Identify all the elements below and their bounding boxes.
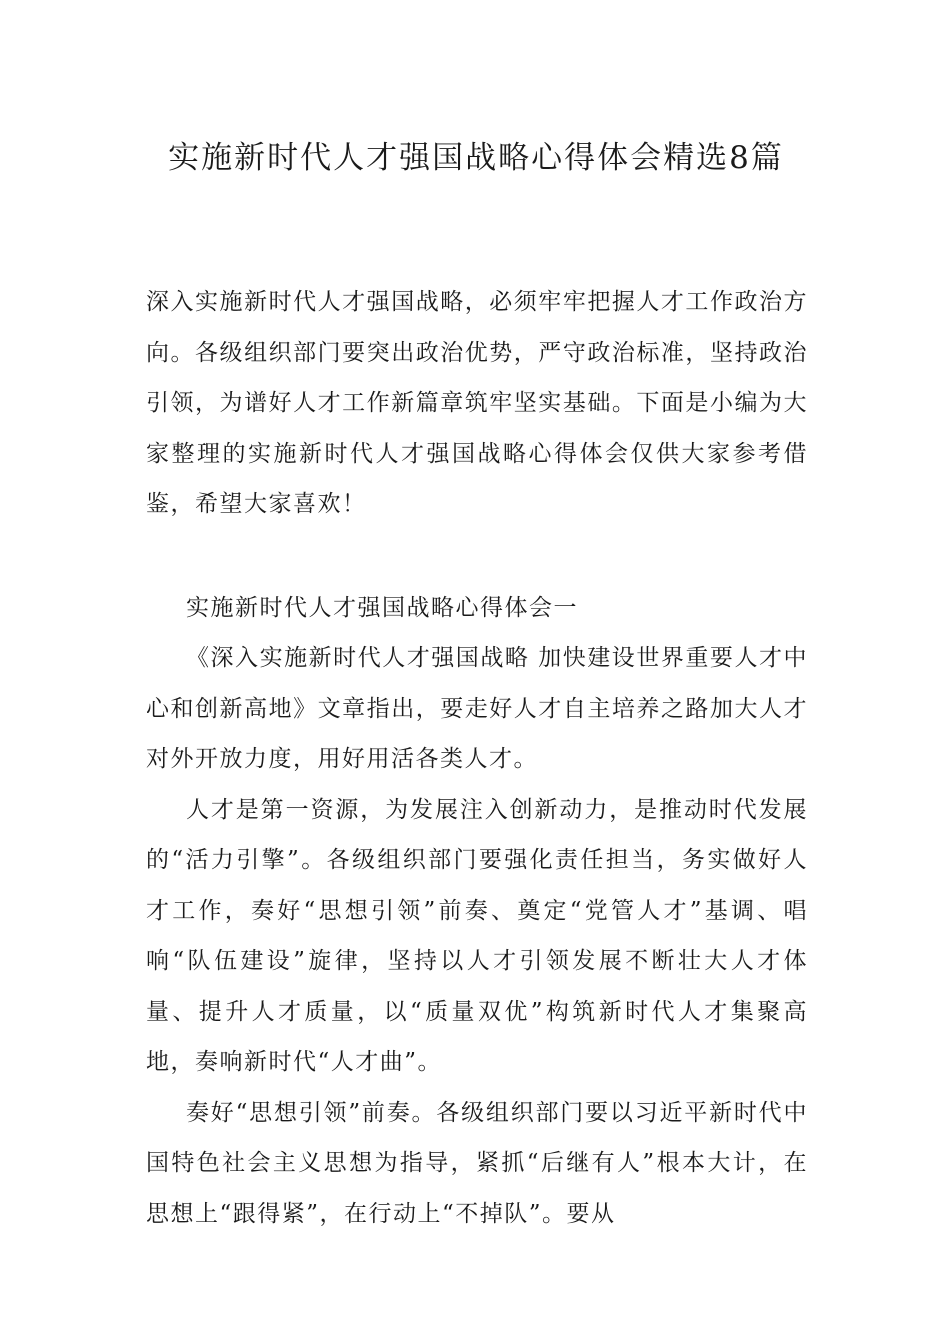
body-paragraph-3: 奏好“思想引领”前奏。各级组织部门要以习近平新时代中国特色社会主义思想为指导，紧抓“后继有人”根本大计，在思想上“跟得紧”，在行动上“不掉队”。要从: [146, 1099, 808, 1227]
document-body: [146, 277, 808, 1239]
document-title: 实施新时代人才强国战略心得体会精选8篇: [168, 140, 784, 176]
body-paragraph-1: 《深入实施新时代人才强国战略 加快建设世界重要人才中心和创新高地》文章指出，要走好人才自主培养之路加大人才对外开放力度，用好用活各类人才。: [146, 645, 808, 772]
paragraph-spacer: [146, 530, 808, 583]
body-paragraph-2: 人才是第一资源，为发展注入创新动力，是推动时代发展的“活力引擎”。各级组织部门要强化责任担当，务实做好人才工作，奏好“思想引领”前奏、奠定“党管人才”基调、唱响“队伍建设”旋律，坚持以人才引领发展不断壮大人才体量、提升人才质量，以“质量双优”构筑新时代人才集聚高地，奏响新时代“人才曲”。: [146, 796, 808, 1075]
section-heading: 实施新时代人才强国战略心得体会一: [186, 594, 578, 621]
intro-paragraph: 深入实施新时代人才强国战略，必须牢牢把握人才工作政治方向。各级组织部门要突出政治优势，严守政治标准，坚持政治引领，为谱好人才工作新篇章筑牢坚实基础。下面是小编为大家整理的实施新时代人才强国战略心得体会仅供大家参考借鉴，希望大家喜欢！: [146, 289, 808, 517]
